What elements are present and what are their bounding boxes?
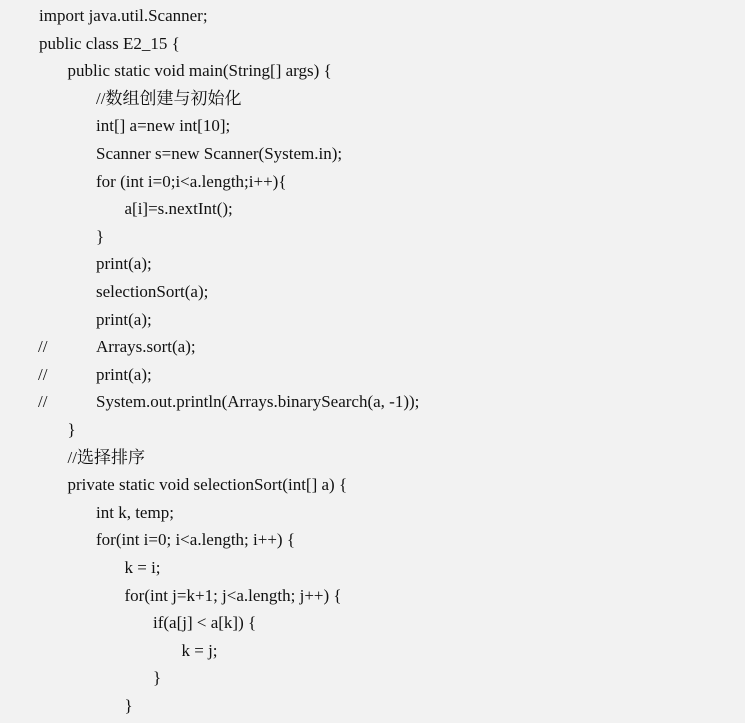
code-line: //选择排序 [67,447,145,467]
code-line: public static void main(String[] args) { [67,61,332,81]
comment-marker: // [38,337,48,357]
code-line: Arrays.sort(a); [96,337,196,357]
code-line: //数组创建与初始化 [96,88,242,108]
code-line: } [96,226,105,246]
code-line: print(a); [96,309,152,329]
comment-marker: // [38,392,48,412]
code-line: for(int i=0; i<a.length; i++) { [96,530,296,550]
code-line: k = i; [124,558,161,577]
code-line: } [67,420,76,439]
code-line: } [153,668,162,688]
code-line: if(a[j] < a[k]) { [153,613,257,633]
code-line: selectionSort(a); [96,282,209,301]
code-line: int[] a=new int[10]; [96,116,231,136]
code-line: System.out.println(Arrays.binarySearch(a, -1)); [96,392,420,412]
code-line: Scanner s=new Scanner(System.in); [96,144,343,163]
code-line: import java.util.Scanner; [39,6,208,25]
code-line: print(a); [96,364,152,384]
code-line: k = j; [181,640,218,660]
comment-marker: // [38,364,48,384]
code-line: for (int i=0;i<a.length;i++){ [96,171,287,191]
code-line: print(a); [96,254,152,274]
code-line: a[i]=s.nextInt(); [124,199,233,219]
code-line: public class E2_15 { [39,33,180,53]
code-line: } [124,696,133,715]
code-line: int k, temp; [96,502,174,522]
code-line: for(int j=k+1; j<a.length; j++) { [124,585,342,605]
code-line: private static void selectionSort(int[] a) { [67,475,348,495]
